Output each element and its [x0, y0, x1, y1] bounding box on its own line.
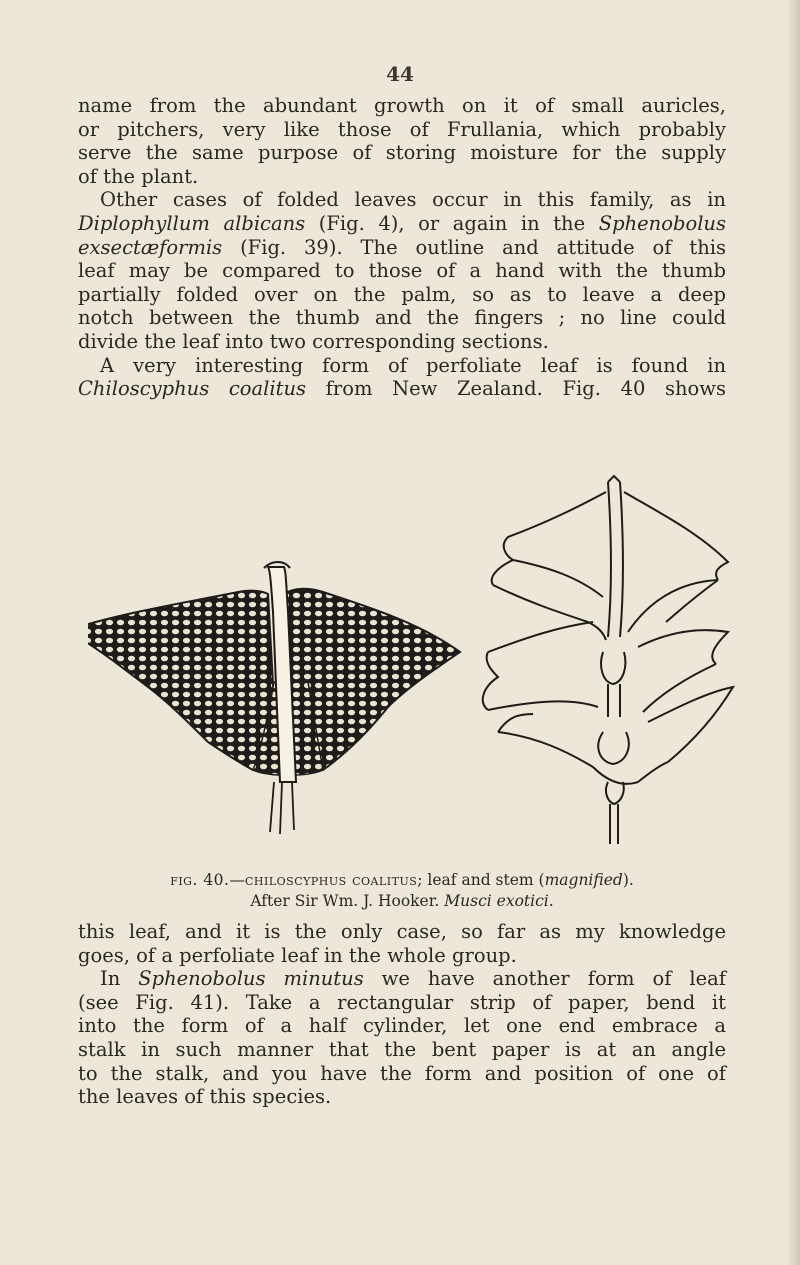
text-fragment: from New Zealand. Fig. 40 shows: [306, 377, 726, 401]
body-text-bottom: [78, 920, 726, 1109]
text-line: name from the abundant growth on it of small auricles,: [78, 94, 726, 117]
text-line: [78, 212, 726, 236]
text-line: A very interesting form of perfoliate leaf is found in: [100, 353, 726, 377]
text-line: serve the same purpose of storing moisture for the supply: [78, 141, 726, 165]
italic-taxon: exsectæformis: [78, 235, 223, 259]
paragraph-1: [78, 94, 726, 188]
caption-figure-label: fig. 40.: [170, 871, 230, 889]
text-line: or pitchers, very like those of Frullania, which probably: [78, 117, 726, 141]
caption-magnified: magnified: [544, 871, 623, 889]
caption-dash: —: [229, 871, 245, 889]
figure-caption: [78, 870, 726, 912]
page-number: 44: [386, 62, 414, 86]
text-line: Other cases of folded leaves occur in this family, as in: [100, 188, 726, 212]
text-line: partially folded over on the palm, so as to leave a deep: [78, 282, 726, 306]
right-leaf-outline: [483, 476, 733, 844]
caption-close: ).: [622, 871, 634, 889]
caption-source-title: Musci exotici.: [444, 892, 554, 910]
text-line: [78, 236, 726, 260]
text-line: the leaves of this species.: [78, 1085, 332, 1109]
left-leaf-drawing: [88, 562, 460, 834]
italic-taxon: Chiloscyphus coalitus: [78, 377, 307, 401]
text-line: into the form of a half cylinder, let one end embrace a: [78, 1014, 726, 1038]
text-line: goes, of a perfoliate leaf in the whole group.: [78, 943, 517, 967]
text-line: leaf may be compared to those of a hand with the thumb: [78, 259, 726, 283]
caption-text: ; leaf and stem (: [417, 871, 545, 889]
body-text-top: [78, 94, 726, 401]
figure-40-illustration: [88, 452, 738, 862]
text-line: [78, 967, 726, 991]
text-fragment: (Fig. 4), or again in the: [305, 211, 599, 235]
text-line: of the plant.: [78, 164, 199, 188]
paragraph-5: [78, 967, 726, 1109]
text-line: [78, 377, 726, 401]
caption-species-name: chiloscyphus coalitus: [244, 871, 418, 889]
italic-taxon: Sphenobolus minutus: [138, 967, 364, 991]
text-line: (see Fig. 41). Take a rectangular strip of paper, bend it: [78, 990, 726, 1014]
page-edge-shadow: [786, 0, 800, 1265]
paragraph-2: [78, 188, 726, 353]
caption-line-2: [78, 891, 726, 912]
text-line: notch between the thumb and the fingers ; no line could: [78, 306, 726, 330]
text-line: to the stalk, and you have the form and position of one of: [78, 1061, 726, 1085]
text-fragment: (Fig. 39). The outline and attitude of this: [222, 235, 726, 259]
caption-line-1: [78, 870, 726, 891]
text-fragment: In: [100, 967, 139, 991]
italic-taxon: Diplophyllum albicans: [78, 211, 306, 235]
leaf-illustration: [88, 452, 738, 862]
text-line: stalk in such manner that the bent paper is at an angle: [78, 1037, 726, 1061]
text-line: this leaf, and it is the only case, so far as my knowledge: [78, 920, 726, 943]
italic-taxon: Sphenobolus: [598, 211, 726, 235]
paragraph-3: [78, 354, 726, 401]
text-fragment: we have another form of leaf: [363, 967, 726, 991]
caption-attribution: After Sir Wm. J. Hooker.: [250, 892, 445, 910]
text-line: divide the leaf into two corresponding sections.: [78, 329, 549, 353]
paragraph-4: [78, 920, 726, 967]
